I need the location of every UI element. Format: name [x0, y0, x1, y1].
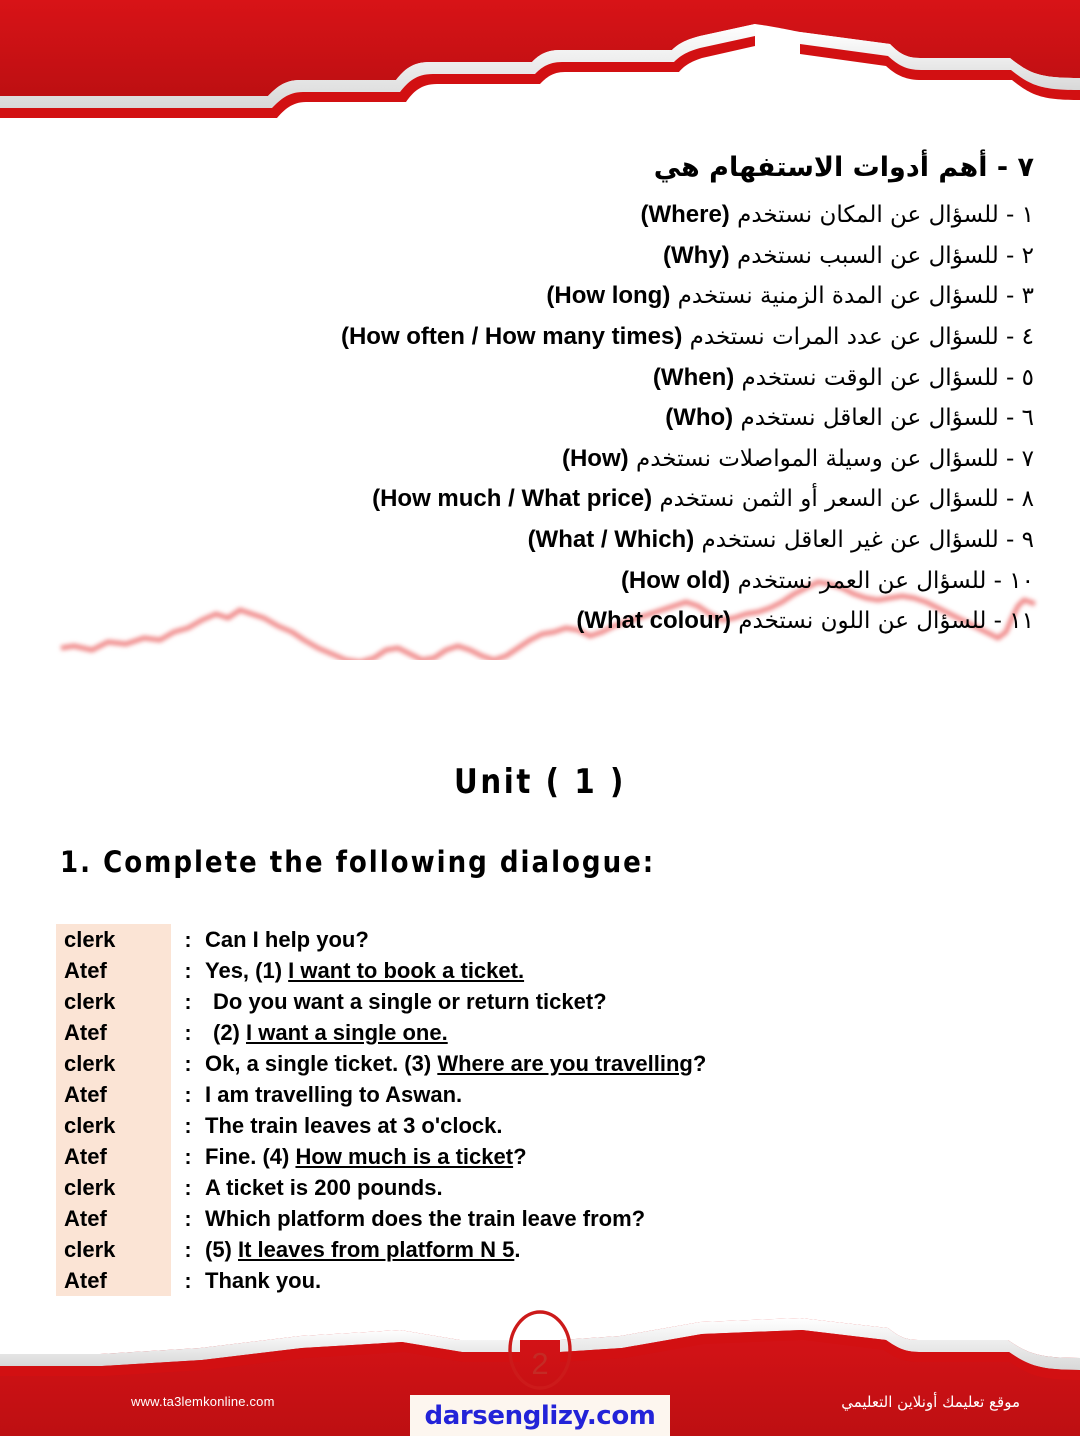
arabic-section-title: ٧ - أهم أدوات الاستفهام هي	[653, 152, 1034, 183]
footer-right-arabic-text: موقع تعليمك أونلاين التعليمي	[841, 1393, 1020, 1411]
arabic-question-words-list	[56, 154, 1040, 642]
dialogue-line-text	[205, 1234, 520, 1265]
arabic-item-text: - للسؤال عن اللون نستخدم	[738, 608, 1002, 635]
dialogue-colon: :	[184, 1177, 192, 1200]
dialogue-line-prefix: Do you want a single or return ticket?	[213, 989, 607, 1014]
arabic-item-text: - للسؤال عن المدة الزمنية نستخدم	[677, 283, 1015, 310]
dialogue-line-text	[205, 986, 607, 1017]
english-question-word: (How long)	[546, 282, 671, 310]
dialogue-speaker: Atef	[56, 1079, 171, 1110]
dialogue-colon: :	[184, 1270, 192, 1293]
arabic-item-number: ٤	[1021, 324, 1034, 351]
dialogue-speaker: Atef	[56, 1017, 171, 1048]
dialogue-line-prefix: The train leaves at 3 o'clock.	[205, 1113, 503, 1138]
english-question-word: (How often / How many times)	[340, 323, 683, 351]
arabic-item	[56, 276, 1034, 317]
dialogue-speaker: Atef	[56, 1203, 171, 1234]
dialogue-row	[56, 1079, 956, 1110]
arabic-item-text: - للسؤال عن غير العاقل نستخدم	[701, 527, 1015, 554]
arabic-item-text: - للسؤال عن السعر أو الثمن نستخدم	[659, 486, 1015, 513]
arabic-item-text: - للسؤال عن العمر نستخدم	[737, 567, 1002, 594]
dialogue-row	[56, 1234, 956, 1265]
english-question-word: (Who)	[665, 404, 734, 432]
dialogue-speaker: clerk	[56, 986, 171, 1017]
arabic-item	[56, 357, 1034, 398]
dialogue-colon: :	[184, 1022, 192, 1045]
dialogue-line-text	[205, 955, 524, 986]
dialogue-colon: :	[184, 991, 192, 1014]
english-question-word: (How)	[561, 444, 629, 472]
dialogue-line-text	[205, 1079, 462, 1110]
dialogue-row	[56, 1141, 956, 1172]
dialogue-colon: :	[184, 960, 192, 983]
dialogue-line-prefix: A ticket is 200 pounds.	[205, 1175, 443, 1200]
arabic-item-text: - للسؤال عن عدد المرات نستخدم	[689, 324, 1015, 351]
arabic-item-number: ١١	[1009, 608, 1034, 635]
dialogue-row	[56, 986, 956, 1017]
dialogue-speaker: clerk	[56, 924, 171, 955]
english-question-word: (How old)	[620, 566, 731, 594]
dialogue-answer: I want a single one.	[246, 1020, 448, 1045]
arabic-item-number: ٩	[1021, 527, 1034, 554]
dialogue-line-text	[205, 1141, 527, 1172]
dialogue-row	[56, 1172, 956, 1203]
page-number: 2	[531, 1346, 549, 1381]
dialogue-speaker: Atef	[56, 1141, 171, 1172]
dialogue-row	[56, 924, 956, 955]
arabic-item-number: ٣	[1021, 283, 1034, 310]
arabic-item-number: ٨	[1021, 486, 1034, 513]
arabic-item-number: ٦	[1021, 405, 1034, 432]
dialogue-colon: :	[184, 1053, 192, 1076]
dialogue-line-prefix: Fine. (4)	[205, 1144, 296, 1169]
arabic-items	[56, 195, 1034, 642]
arabic-item-number: ٧	[1021, 445, 1034, 472]
dialogue-speaker: clerk	[56, 1234, 171, 1265]
dialogue-line-text	[205, 1110, 502, 1141]
dialogue-row	[56, 1203, 956, 1234]
dialogue-answer: Where are you travelling	[437, 1051, 693, 1076]
arabic-item	[56, 601, 1034, 642]
dialogue-row	[56, 1110, 956, 1141]
site-banner-text: darsenglizy.com	[424, 1400, 656, 1431]
english-question-word: (What colour)	[576, 607, 731, 635]
dialogue-line-prefix: Can I help you?	[205, 927, 369, 952]
dialogue-line-prefix: I am travelling to Aswan.	[205, 1082, 463, 1107]
dialogue-speaker: Atef	[56, 955, 171, 986]
dialogue-line-suffix: .	[514, 1237, 521, 1262]
dialogue-row	[56, 1265, 956, 1296]
arabic-item-text: - للسؤال عن المكان نستخدم	[737, 202, 1015, 229]
dialogue-colon: :	[184, 1239, 192, 1262]
arabic-item	[56, 195, 1034, 236]
arabic-item-number: ١	[1021, 202, 1034, 229]
english-question-word: (How much / What price)	[372, 485, 653, 513]
footer-left-url[interactable]: www.ta3lemkonline.com	[131, 1394, 275, 1409]
arabic-item-text: - للسؤال عن السبب نستخدم	[736, 242, 1015, 269]
arabic-item-number: ٢	[1021, 242, 1034, 269]
english-question-word: (When)	[652, 363, 735, 391]
exercise-heading: 1. Complete the following dialogue:	[60, 845, 656, 879]
arabic-item	[56, 560, 1034, 601]
dialogue-colon: :	[184, 1115, 192, 1138]
arabic-item-text: - للسؤال عن العاقل نستخدم	[740, 405, 1015, 432]
arabic-item	[56, 398, 1034, 439]
dialogue-line-prefix: Thank you.	[205, 1268, 322, 1293]
dialogue-line-prefix: (5)	[205, 1237, 238, 1262]
dialogue-line-text	[205, 1172, 443, 1203]
english-question-word: (What / Which)	[527, 526, 695, 554]
dialogue-colon: :	[184, 929, 192, 952]
dialogue-colon: :	[184, 1208, 192, 1231]
arabic-item-number: ١٠	[1009, 567, 1034, 594]
header-ribbon-decoration	[0, 0, 1080, 128]
dialogue-line-prefix: Yes, (1)	[205, 958, 289, 983]
dialogue-line-text	[205, 1017, 448, 1048]
question-words-box	[56, 152, 1040, 660]
site-banner[interactable]	[410, 1395, 670, 1436]
dialogue-row	[56, 1048, 956, 1079]
arabic-item	[56, 439, 1034, 480]
dialogue-answer: How much is a ticket	[295, 1144, 514, 1169]
dialogue-line-prefix: (2)	[213, 1020, 246, 1045]
dialogue-row	[56, 955, 956, 986]
dialogue-line-suffix: ?	[692, 1051, 707, 1076]
dialogue-line-prefix: Which platform does the train leave from?	[205, 1206, 646, 1231]
dialogue-speaker: Atef	[56, 1265, 171, 1296]
arabic-item-text: - للسؤال عن الوقت نستخدم	[741, 364, 1015, 391]
dialogue-speaker: clerk	[56, 1172, 171, 1203]
dialogue-line-prefix: Ok, a single ticket. (3)	[205, 1051, 438, 1076]
arabic-item	[56, 520, 1034, 561]
dialogue-colon: :	[184, 1146, 192, 1169]
dialogue-table	[56, 924, 956, 1296]
dialogue-colon: :	[184, 1084, 192, 1107]
arabic-item	[56, 236, 1034, 277]
dialogue-line-text	[205, 924, 369, 955]
english-question-word: (Why)	[663, 241, 730, 269]
dialogue-line-suffix: ?	[513, 1144, 527, 1169]
dialogue-line-text	[205, 1048, 706, 1079]
arabic-item-number: ٥	[1021, 364, 1034, 391]
dialogue-answer: I want to book a ticket.	[288, 958, 525, 983]
english-question-word: (Where)	[640, 201, 730, 229]
dialogue-row	[56, 1017, 956, 1048]
arabic-item-text: - للسؤال عن وسيلة المواصلات نستخدم	[635, 445, 1015, 472]
dialogue-speaker: clerk	[56, 1110, 171, 1141]
dialogue-speaker: clerk	[56, 1048, 171, 1079]
unit-title: Unit ( 1 )	[454, 762, 626, 802]
dialogue-line-text	[205, 1203, 645, 1234]
arabic-item	[56, 479, 1034, 520]
dialogue-line-text	[205, 1265, 321, 1296]
dialogue-answer: It leaves from platform N 5	[238, 1237, 515, 1262]
arabic-item	[56, 317, 1034, 358]
